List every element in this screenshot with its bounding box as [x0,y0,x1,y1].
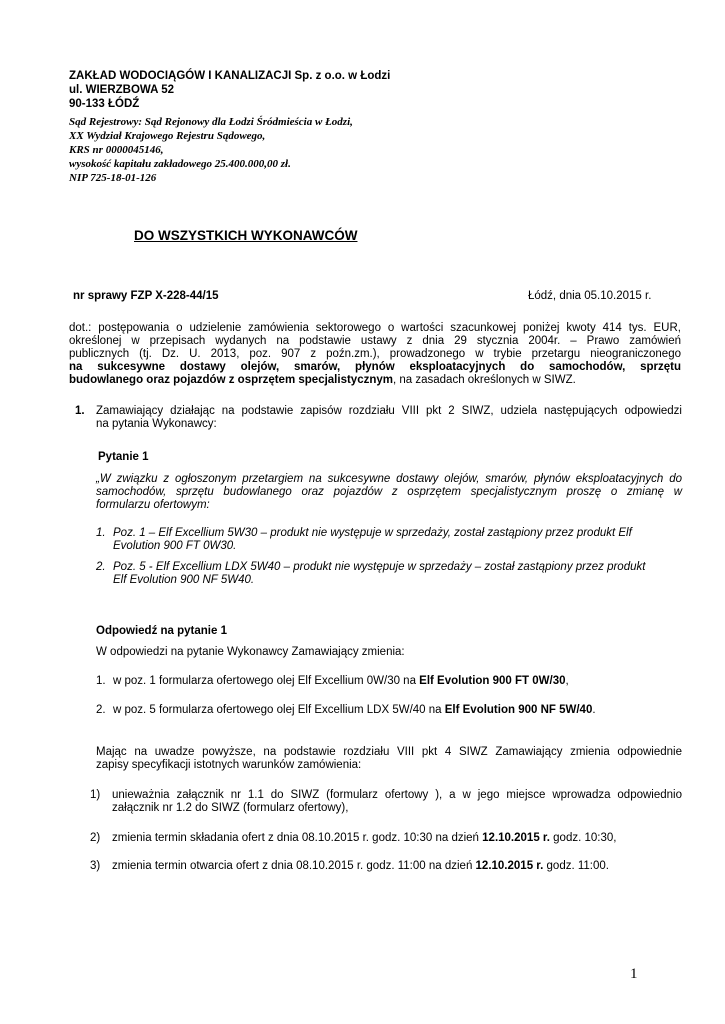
answer-item-1-text: w poz. 1 formularza ofertowego olej Elf Excellium 0W/30 na [113,675,420,687]
answer-1-intro: W odpowiedzi na pytanie Wykonawcy Zamawiający zmienia: [96,646,405,658]
question-item-2-line-1: Poz. 5 - Elf Excellium LDX 5W40 – produkt nie występuje w sprzedaży – został zastąpiony przez produkt [113,561,646,573]
question-item-2-number: 2. [96,561,106,573]
answer-item-1-product: Elf Evolution 900 FT 0W/30 [419,675,566,687]
question-item-1-number: 1. [96,527,106,539]
intro-line-4: na sukcesywne dostawy olejów, smarów, płynów eksploatacyjnych do samochodów, sprzętu [69,361,681,373]
changes-intro-line-1: Mając na uwadze powyższe, na podstawie rozdziału VIII pkt 4 SIWZ Zamawiający zmienia odpowiednie [96,746,682,758]
registry-line-1: Sąd Rejestrowy: Sąd Rejonowy dla Łodzi Śródmieścia w Łodzi, [69,116,353,128]
change-item-3-time: godz. 11:00. [543,860,609,872]
answer-item-2-punct: . [592,704,596,716]
changes-intro-line-2: zapisy specyfikacji istotnych warunków zamówienia: [96,759,362,771]
question-item-1-line-1: Poz. 1 – Elf Excellium 5W30 – produkt nie występuje w sprzedaży, został zastąpiony przez produkt Elf [113,527,632,539]
change-item-2-text: zmienia termin składania ofert z dnia 08.10.2015 r. godz. 10:30 na dzień [112,832,483,844]
answer-item-1 [113,675,569,688]
question-1-line-1: „W związku z ogłoszonym przetargiem na sukcesywne dostawy olejów, smarów, płynów eksploatacyjnych do [96,473,682,485]
change-item-3 [112,860,609,873]
change-item-3-date: 12.10.2015 r. [475,860,544,872]
answer-item-1-punct: , [565,675,569,687]
point-1-line-2: na pytania Wykonawcy: [96,418,217,430]
change-item-3-number: 3) [90,860,101,872]
company-city: 90-133 ŁÓDŹ [69,98,140,110]
case-number: nr sprawy FZP X-228-44/15 [73,290,219,302]
intro-subject-bold: budowlanego oraz pojazdów z osprzętem specjalistycznym [69,374,393,386]
registry-line-5: NIP 725-18-01-126 [69,172,157,184]
change-item-3-text: zmienia termin otwarcia ofert z dnia 08.10.2015 r. godz. 11:00 na dzień [112,860,476,872]
intro-line-1: dot.: postępowania o udzielenie zamówienia sektorowego o wartości szacunkowej poniżej kwoty 414 tys. EUR, [69,322,681,334]
answer-item-1-number: 1. [96,675,106,687]
change-item-2-date: 12.10.2015 r. [482,832,550,844]
intro-subject-rest: , na zasadach określonych w SIWZ. [392,374,576,386]
answer-1-heading: Odpowiedź na pytanie 1 [96,625,227,637]
intro-line-2: określonej w przepisach wydanych na podstawie ustawy z dnia 29 stycznia 2004r. – Prawo zamówień [69,335,681,347]
change-item-1-line-2: załącznik nr 1.2 do SIWZ (formularz ofertowy), [112,802,349,814]
change-item-1-number: 1) [90,789,101,801]
company-street: ul. WIERZBOWA 52 [69,84,174,96]
question-1-line-3: formularzu ofertowym: [96,499,210,511]
place-date: Łódź, dnia 05.10.2015 r. [528,290,652,302]
change-item-2-number: 2) [90,832,101,844]
registry-line-4: wysokość kapitału zakładowego 25.400.000,00 zł. [69,158,291,170]
answer-item-2-number: 2. [96,704,106,716]
company-name: ZAKŁAD WODOCIĄGÓW I KANALIZACJI Sp. z o.o. w Łodzi [69,70,391,82]
answer-item-2-text: w poz. 5 formularza ofertowego olej Elf Excellium LDX 5W/40 na [113,704,445,716]
question-1-line-2: samochodów, sprzętu budowlanego oraz pojazdów z osprzętem specjalistycznym proszę o zmianę w [96,486,682,498]
point-1-number: 1. [75,405,85,417]
document-title: DO WSZYSTKICH WYKONAWCÓW [134,228,358,243]
question-item-2-line-2: Elf Evolution 900 NF 5W40. [113,574,255,586]
change-item-2-time: godz. 10:30, [549,832,617,844]
answer-item-2 [113,704,596,717]
answer-item-2-product: Elf Evolution 900 NF 5W/40 [444,704,593,716]
question-1-heading: Pytanie 1 [98,451,149,463]
registry-line-2: XX Wydział Krajowego Rejestru Sądowego, [69,130,266,142]
change-item-2 [112,832,616,845]
point-1-line-1: Zamawiający działając na podstawie zapisów rozdziału VIII pkt 2 SIWZ, udziela następujących odpowiedzi [96,405,682,417]
registry-line-3: KRS nr 0000045146, [69,144,164,156]
change-item-1-line-1: unieważnia załącznik nr 1.1 do SIWZ (formularz ofertowy ), a w jego miejsce wprowadza odpowiednio [112,789,682,801]
question-item-1-line-2: Evolution 900 FT 0W30. [113,540,237,552]
intro-line-5 [69,374,576,387]
page-number: 1 [630,966,638,982]
intro-line-3: publicznych (tj. Dz. U. 2013, poz. 907 z poźn.zm.), prowadzonego w trybie przetargu nieograniczonego [69,348,681,360]
